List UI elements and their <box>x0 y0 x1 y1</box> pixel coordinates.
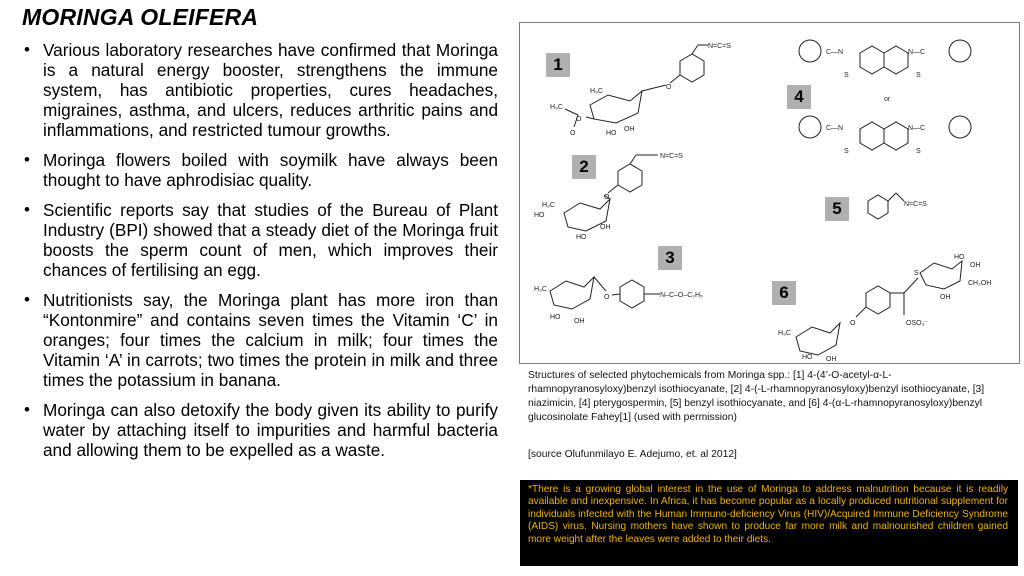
svg-text:H₃C: H₃C <box>590 88 603 95</box>
svg-text:O: O <box>666 84 672 91</box>
structure-4-drawing <box>799 40 971 155</box>
bullet-text: Moringa can also detoxify the body given its ability to purify water by attaching itself to impurities and harmful bacteria and allowing them to be expelled as a waste. <box>43 400 498 460</box>
svg-text:HO: HO <box>534 212 545 219</box>
svg-text:HO: HO <box>576 234 587 241</box>
svg-text:S: S <box>916 148 921 155</box>
bullet-item <box>24 40 498 140</box>
bullet-text: Scientific reports say that studies of the Bureau of Plant Industry (BPI) showed that a steady diet of the Moringa fruit boosts the sperm count of men, which improves their chances of fertilising an egg. <box>43 200 498 280</box>
svg-text:CH₂OH: CH₂OH <box>968 280 992 287</box>
structure-label-6: 6 <box>772 281 796 305</box>
figure-caption: Structures of selected phytochemicals from Moringa spp.: [1] 4-(4’-O-acetyl-α-L-rhamnopyranosyloxy)benzyl isothiocyanate, [2] 4-(-L-rhamnopyranosyloxy)benzyl isothiocyanate, [3] niazimicin, [4] pterygospermin, [5] benzyl isothiocyanate, and [6] 4-(α-L-rhamnopyranosyloxy)benzyl glucosinolate Fahey[1] (used with permission) <box>528 370 985 423</box>
structure-label-5: 5 <box>825 197 849 221</box>
svg-text:OH: OH <box>574 318 585 325</box>
svg-text:OH: OH <box>970 262 981 269</box>
bullet-text: Various laboratory researches have confirmed that Moringa is a natural energy booster, strengthens the immune system, has antibiotic properties, cures headaches, migraines, asthma, and ulcers, reduces arthritic pains and inflammations, and restricted tumour growths. <box>43 40 498 140</box>
bullet-item <box>24 200 498 280</box>
svg-text:N=C=S: N=C=S <box>660 153 683 160</box>
svg-text:C—N: C—N <box>826 125 844 132</box>
svg-text:S: S <box>914 270 919 277</box>
bullet-text: Moringa flowers boiled with soymilk have always been thought to have aphrodisiac quality. <box>43 150 498 190</box>
svg-text:HO: HO <box>802 354 813 361</box>
structure-2-drawing <box>534 153 683 241</box>
figure-source: [source Olufunmilayo E. Adejumo, et. al 2012] <box>528 449 737 460</box>
svg-text:O: O <box>850 320 856 327</box>
malnutrition-note-box: *There is a growing global interest in the use of Moringa to address malnutrition because it is readily available and inexpensive. In Africa, it has become popular as a locally produced nutritional supplement for individuals infected with the Human Immuno-deficiency Virus (HIV)/Acquired Immune Deficiency Syndrome (AIDS) virus. Nursing mothers have shown to produce far more milk and malnourished children gained more weight after the leaves were added to their diets. <box>520 480 1018 566</box>
bullet-list <box>24 40 498 470</box>
svg-text:HO: HO <box>550 314 561 321</box>
structure-label-2: 2 <box>572 155 596 179</box>
bullet-item <box>24 290 498 390</box>
svg-text:H₃C: H₃C <box>542 202 555 209</box>
svg-text:OH: OH <box>624 126 635 133</box>
svg-text:N=C=S: N=C=S <box>708 43 731 50</box>
svg-text:OH: OH <box>600 224 611 231</box>
bullet-dot-icon: • <box>24 40 30 59</box>
chemical-structures-figure <box>519 22 1020 364</box>
svg-text:HO: HO <box>954 254 965 261</box>
svg-text:or: or <box>884 96 891 103</box>
bullet-item <box>24 150 498 190</box>
svg-text:O: O <box>604 294 610 301</box>
svg-text:N–C–O–C₂H₅: N–C–O–C₂H₅ <box>660 292 703 299</box>
svg-text:OH: OH <box>940 294 951 301</box>
bullet-dot-icon: • <box>24 290 30 309</box>
svg-text:S: S <box>844 72 849 79</box>
structure-drawings <box>520 23 1019 363</box>
svg-text:O: O <box>604 194 610 201</box>
bullet-dot-icon: • <box>24 150 30 169</box>
structure-1-drawing <box>550 43 731 137</box>
bullet-dot-icon: • <box>24 200 30 219</box>
bullet-item <box>24 400 498 460</box>
svg-text:S: S <box>916 72 921 79</box>
svg-text:OSO₃⁻: OSO₃⁻ <box>906 320 929 327</box>
structure-label-1: 1 <box>546 53 570 77</box>
structure-5-drawing <box>868 193 927 219</box>
svg-text:H₃C: H₃C <box>534 286 547 293</box>
svg-text:S: S <box>844 148 849 155</box>
svg-text:H₃C: H₃C <box>778 330 791 337</box>
svg-text:O: O <box>570 130 576 137</box>
svg-text:OH: OH <box>826 356 837 363</box>
svg-text:N—C: N—C <box>908 49 926 56</box>
structure-label-4: 4 <box>787 85 811 109</box>
svg-text:H₃C: H₃C <box>550 104 563 111</box>
bullet-dot-icon: • <box>24 400 30 419</box>
structure-3-drawing <box>534 277 703 325</box>
structure-6-drawing <box>778 254 991 363</box>
svg-text:N—C: N—C <box>908 125 926 132</box>
svg-text:N=C=S: N=C=S <box>904 201 927 208</box>
structure-label-3: 3 <box>658 246 682 270</box>
svg-text:O: O <box>576 116 582 123</box>
svg-text:C—N: C—N <box>826 49 844 56</box>
bullet-text: Nutritionists say, the Moringa plant has more iron than “Kontonmire” and contains seven times the Vitamin ‘C’ in oranges; four times the calcium in milk; four times the Vitamin ‘A’ in carrots; two times the protein in milk and three times the potassium in banana. <box>43 290 498 390</box>
svg-text:HO: HO <box>606 130 617 137</box>
slide-title: MORINGA OLEIFERA <box>22 4 259 30</box>
